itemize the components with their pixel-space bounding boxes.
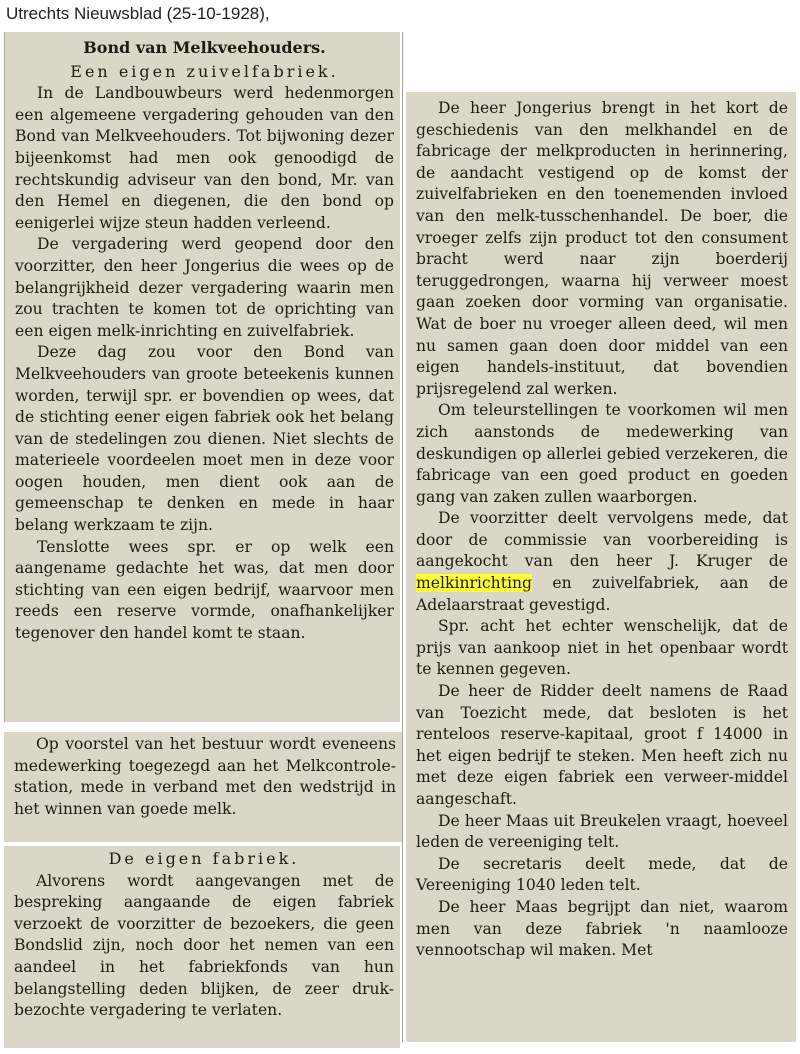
paragraph: In de Landbouwbeurs werd hedenmorgen een algemeene vergadering gehouden van den Bond van Melkveehouders. Tot bijwoning dezer bijeenkomst had men ook genoodigd de rechtskundig adviseur van den bond, Mr. van den Hemel en diegenen, die den bond op eenigerlei wijze steun hadden verleend. [15,84,394,232]
paragraph-text: De voorzitter deelt vervolgens mede, dat door de commissie van voorbereiding is aangekocht van den heer J. Kruger de [416,509,788,571]
newspaper-caption: Utrechts Nieuwsblad (25-10-1928), [6,4,270,23]
paragraph: Op voorstel van het bestuur wordt eveneens medewerking toegezegd aan het Melkcontrole-station, mede in verband met den wedstrijd in het winnen van goede melk. [14,735,396,818]
highlighted-term: melkinrichting [416,574,532,593]
paragraph: Spr. acht het echter wenschelijk, dat de prijs van aankoop niet in het openbaar wordt te kennen gegeven. [416,617,788,679]
paragraph: De heer de Ridder deelt namens de Raad van Toezicht mede, dat besloten is het renteloos reserve-kapitaal, groot f 14000 in het eigen bedrijf te steken. Men heeft zich nu met deze eigen fabriek een verweer-middel aangeschaft. [416,682,788,808]
paragraph: De vergadering werd geopend door den voorzitter, den heer Jongerius die wees op de belangrijkheid dezer vergadering waarin men zou trachten te komen tot de oprichting van een eigen melk-inrichting en zuivelfabriek. [15,235,394,340]
article-headline: Bond van Melkveehouders. [83,38,326,57]
paragraph [416,508,788,616]
clipping-left-middle [4,732,402,842]
paragraph: De heer Jongerius brengt in het kort de geschiedenis van den melkhandel en de fabricage der melkproducten in herinnering, de aandacht vestigend op de komst der zuivelfabrieken en den toenemenden invloed van den melk-tusschenhandel. De boer, die vroeger zelfs zijn product tot den consument bracht werd naar zijn boerderij teruggedrongen, waarna hij verweer moest gaan zoeken door vorming van organisatie. Wat de boer nu vroeger alleen deed, wil men nu samen gaan doen door middel van een eigen handels-instituut, dat bovendien prijsregelend zal werken. [416,99,788,398]
clipping-right [406,92,796,1042]
paragraph: De heer Maas uit Breukelen vraagt, hoeveel leden de vereeniging telt. [416,811,788,852]
paragraph: De secretaris deelt mede, dat de Vereeniging 1040 leden telt. [416,854,788,895]
column-divider [402,32,403,1042]
clipping-left-top [4,32,400,722]
section-subhead: De eigen fabriek. [108,849,300,868]
paragraph: Om teleurstellingen te voorkomen wil men zich aanstonds de medewerking van deskundigen op allerlei gebied verzekeren, die fabricage van een goed product en goeden gang van zaken zullen waarborgen. [416,401,788,506]
clipping-left-bottom [4,846,400,1048]
paragraph: De heer Maas begrijpt dan niet, waarom men van deze fabriek 'n naamlooze vennootschap wil maken. Met [416,897,788,960]
paragraph: Tenslotte wees spr. er op welk een aangename gedachte het was, dat men door stichting van een eigen bedrijf, waarvoor men reeds een reserve vormde, onafhankelijker tegenover den handel komt te staan. [15,537,394,643]
article-subhead: Een eigen zuivelfabriek. [70,61,339,81]
paragraph: Deze dag zou voor den Bond van Melkveehouders van groote beteekenis kunnen worden, terwijl spr. er bovendien op wees, dat de stichting eener eigen fabriek ook het belang van de stedelingen zou dienen. Niet slechts de materieele voordeelen moet men in deze voor oogen houden, men dient ook aan de gemeenschap te denken en mede in haar belang werkzaam te zijn. [15,343,394,535]
paragraph: Alvorens wordt aangevangen met de bespreking aangaande de eigen fabriek verzoekt de voorzitter de bezoekers, die geen Bondslid zijn, noch door het nemen van een aandeel in het fabriekfonds van hun belangstelling deden blijken, de zeer druk-bezochte vergadering te verlaten. [14,871,394,1020]
paragraph-text: en zuivelfabriek, aan de Adelaarstraat gevestigd. [416,574,788,614]
